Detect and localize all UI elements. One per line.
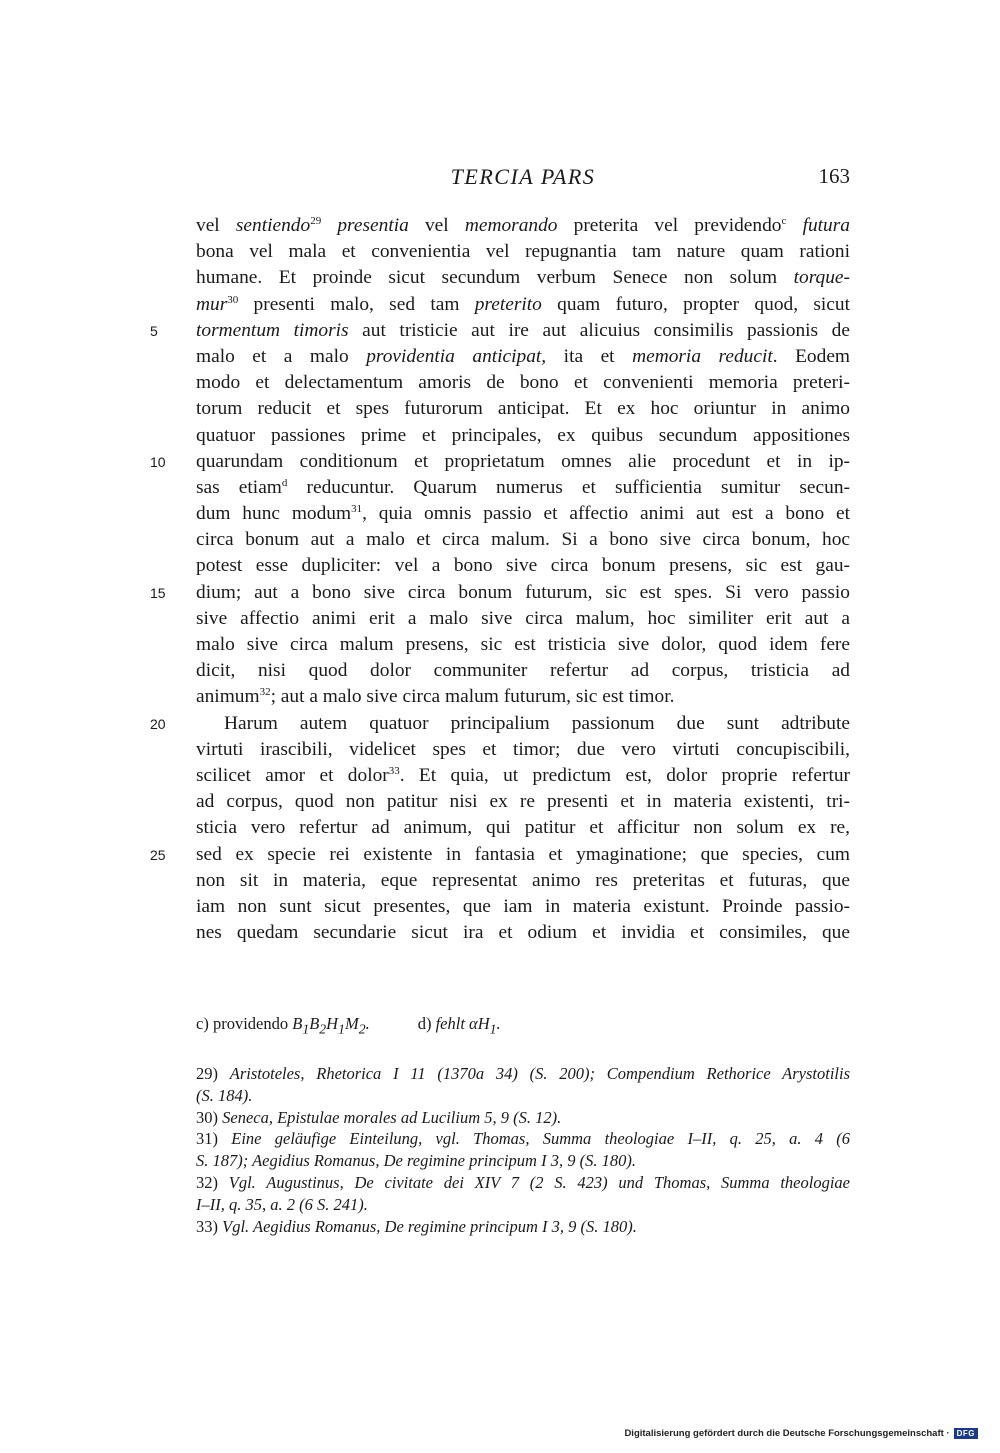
- text-line: animum$^{32}$; aut a malo sive circa malum futurum, sic est timor.: [196, 686, 675, 708]
- text-line: circa bonum aut a malo et circa malum. Si a bono sive circa bonum, hoc: [196, 529, 850, 551]
- text-line: sive affectio animi erit a malo sive circa malum, hoc similiter erit aut a: [196, 607, 850, 629]
- apparatus-entry-d: d) fehlt $\alpha H_1$.: [417, 1014, 501, 1037]
- text-line: virtuti irascibili, videlicet spes et timor; due vero virtuti concupiscibili,: [196, 738, 850, 760]
- apparatus-entry-c: c) providendo $B_1B_2H_1M_2$.: [196, 1014, 370, 1037]
- text-line: mur$^{30}$ presenti malo, sed tam preterito quam futuro, propter quod, sicut: [196, 293, 850, 315]
- footnote-line: 32) Vgl. Augustinus, De civitate dei XIV 7 (2 S. 423) und Thomas, Summa theologiae: [196, 1172, 850, 1192]
- line-number: 20: [150, 715, 166, 732]
- footnote-line: 33) Vgl. Aegidius Romanus, De regimine principum I 3, 9 (S. 180).: [196, 1216, 637, 1236]
- footnote-line: I–II, q. 35, a. 2 (6 S. 241).: [196, 1194, 368, 1214]
- text-line: ad corpus, quod non patitur nisi ex re presenti et in materia existenti, tri-: [196, 791, 850, 813]
- text-line: scilicet amor et dolor$^{33}$. Et quia, ut predictum est, dolor proprie refertur: [196, 764, 850, 786]
- page-header: [196, 164, 850, 194]
- line-number: 10: [150, 453, 166, 470]
- text-line: tormentum timoris aut tristicie aut ire aut alicuius consimilis passionis de 5: [196, 318, 850, 344]
- text-line: nes quedam secundarie sicut ira et odium et invidia et consimiles, que: [196, 922, 850, 944]
- digitization-credit: [624, 1428, 978, 1439]
- credit-text: Digitalisierung gefördert durch die Deutsche Forschungsgemeinschaft ·: [624, 1428, 950, 1439]
- text-line: torum reducit et spes futurorum anticipat. Et ex hoc oriuntur in animo: [196, 398, 850, 420]
- text-line: dicit, nisi quod dolor communiter refertur ad corpus, tristicia ad: [196, 660, 850, 682]
- text-line: sas etiam$^d$ reducuntur. Quarum numerus et sufficientia sumitur secun-: [196, 476, 850, 498]
- critical-apparatus: [196, 1013, 850, 1040]
- running-title: TERCIA PARS: [450, 164, 596, 189]
- footnote-line: S. 187); Aegidius Romanus, De regimine principum I 3, 9 (S. 180).: [196, 1151, 636, 1171]
- text-line: iam non sunt sicut presentes, que iam in materia existunt. Proinde passio-: [196, 895, 850, 917]
- text-line: dum hunc modum$^{31}$, quia omnis passio et affectio animi aut est a bono et: [196, 503, 850, 525]
- line-number: 5: [150, 322, 158, 339]
- text-line: Harum autem quatuor principalium passionum due sunt adtribute 20: [196, 711, 850, 737]
- footnote-line: 31) Eine geläufige Einteilung, vgl. Thomas, Summa theologiae I–II, q. 25, a. 4 (6: [196, 1129, 850, 1149]
- footnote-line: (S. 184).: [196, 1085, 253, 1105]
- text-line: non sit in materia, eque representat animo res preteritas et futuras, que: [196, 869, 850, 891]
- text-line: malo sive circa malum presens, sic est tristicia sive dolor, quod idem fere: [196, 634, 850, 655]
- text-line: sticia vero refertur ad animum, qui patitur et afficitur non solum ex re,: [196, 817, 850, 839]
- text-line: quarundam conditionum et proprietatum omnes alie procedunt et in ip- 10: [196, 449, 850, 475]
- text-line: potest esse dupliciter: vel a bono sive circa bonum presens, sic est gau-: [196, 555, 850, 577]
- line-number: 25: [150, 846, 166, 863]
- line-number: 15: [150, 584, 166, 601]
- text-line: bona vel mala et convenientia vel repugnantia tam nature quam rationi: [196, 241, 850, 263]
- dfg-logo: DFG: [954, 1428, 978, 1439]
- text-line: vel sentiendo$^{29}$ presentia vel memorando preterita vel previdendo$^c$ futura: [196, 215, 850, 236]
- text-line: malo et a malo providentia anticipat, ita et memoria reducit. Eodem: [196, 345, 851, 367]
- page-number: 163: [818, 164, 850, 188]
- text-line: quatuor passiones prime et principales, ex quibus secundum appositiones: [196, 424, 850, 446]
- text-line: sed ex specie rei existente in fantasia et ymaginatione; que species, cum 25: [196, 842, 850, 868]
- footnote-line: 29) Aristoteles, Rhetorica I 11 (1370a 34) (S. 200); Compendium Rethorice Arystotilis: [196, 1064, 850, 1083]
- footnotes: [196, 1063, 850, 1237]
- main-text: [150, 213, 851, 946]
- text-line: modo et delectamentum amoris de bono et convenienti memoria preteri-: [196, 372, 850, 394]
- text-line: humane. Et proinde sicut secundum verbum Senece non solum torque-: [196, 267, 850, 289]
- footnote-line: 30) Seneca, Epistulae morales ad Lucilium 5, 9 (S. 12).: [196, 1107, 562, 1127]
- text-line: dium; aut a bono sive circa bonum futurum, sic est spes. Si vero passio 15: [196, 580, 850, 606]
